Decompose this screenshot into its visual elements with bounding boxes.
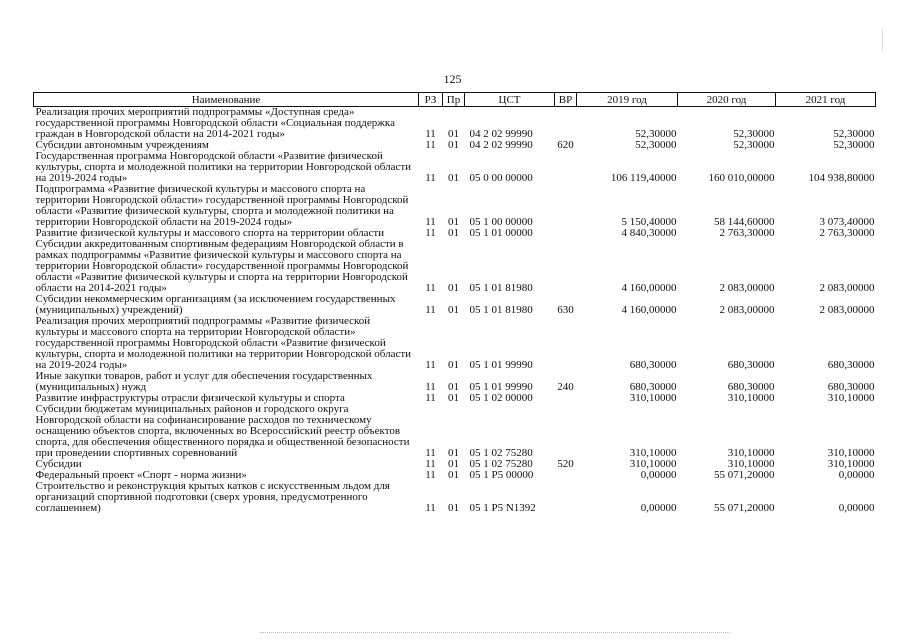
row-vr [555,184,577,228]
row-cst: 05 1 01 00000 [469,227,533,239]
row-2020: 2 083,00000 [719,304,775,316]
table-body [34,107,876,515]
row-2021: 2 083,00000 [819,282,875,294]
table-row [34,404,876,459]
row-2019: 0,00000 [640,469,677,481]
row-rz: 11 [425,359,436,371]
row-2019: 4 160,00000 [621,304,677,316]
table-row [34,316,876,371]
row-pr: 01 [448,216,459,228]
row-pr: 01 [448,502,459,514]
row-vr: 620 [557,139,574,151]
row-rz: 11 [425,139,436,151]
row-2020: 55 071,20000 [714,502,775,514]
row-cst: 05 1 02 00000 [469,392,533,404]
row-rz: 11 [425,392,436,404]
row-2019: 310,10000 [629,447,677,459]
header-cst: ЦСТ [465,93,555,107]
row-2020: 52,30000 [733,128,775,140]
row-rz: 11 [425,282,436,294]
row-cst: 05 1 01 81980 [469,282,533,294]
row-pr: 01 [448,381,459,393]
row-2021: 680,30000 [827,381,875,393]
row-pr: 01 [448,447,459,459]
table-row [34,239,876,294]
row-pr: 01 [448,128,459,140]
row-rz: 11 [425,469,436,481]
row-2021: 310,10000 [827,447,875,459]
row-rz: 11 [425,381,436,393]
scan-artifact-line [260,632,730,634]
row-rz: 11 [425,458,436,470]
row-vr [555,151,577,184]
row-2021: 3 073,40000 [819,216,875,228]
row-rz: 11 [425,447,436,459]
row-2021: 2 763,30000 [819,227,875,239]
row-name: Государственная программа Новгородской области «Развитие физической культуры, спорта и молодежной политики на территории Новгородской области на 2019-2024 годы» [35,150,412,184]
row-name: Реализация прочих мероприятий подпрограммы «Доступная среда» государственной программы Новгородской области «Социальная поддержка граждан в Новгородской области на 2014-2021 годы» [35,106,395,140]
row-name: Субсидии аккредитованным спортивным федерациям Новгородской области в рамках подпрограммы «Развитие физической культуры и массового спорта на территории Новгородской области» государственной программы Новгородской области «Развитие физической культуры и спорта на территории Новгородской области на 2014-2021 годы» [35,238,409,294]
row-cst: 05 1 02 75280 [469,458,533,470]
row-2021: 310,10000 [827,458,875,470]
row-name: Субсидии некоммерческим организациям (за исключением государственных (муниципальных) учреждений) [35,293,396,316]
row-vr [555,481,577,514]
row-2021: 2 083,00000 [819,304,875,316]
scan-edge-mark [882,30,893,50]
row-rz: 11 [425,216,436,228]
row-2021: 104 938,80000 [808,172,875,184]
row-2019: 310,10000 [629,458,677,470]
row-rz: 11 [425,304,436,316]
row-pr: 01 [448,458,459,470]
header-pr: Пр [443,93,465,107]
row-2020: 680,30000 [727,359,775,371]
row-2021: 680,30000 [827,359,875,371]
row-cst: 04 2 02 99990 [469,128,533,140]
header-name: Наименование [34,93,419,107]
row-rz: 11 [425,172,436,184]
row-name: Реализация прочих мероприятий подпрограммы «Развитие физической культуры и массового спорта на территории Новгородской области» государственной программы Новгородской области «Развитие физической культуры, спорта и молодежной политики на территории Новгородской области на 2019-2024 годы» [35,315,412,371]
table-header [34,93,876,107]
table-row [34,107,876,141]
row-2019: 680,30000 [629,359,677,371]
header-2020: 2020 год [678,93,776,107]
table-row [34,371,876,393]
row-pr: 01 [448,139,459,151]
header-vr: ВР [555,93,577,107]
row-vr [555,239,577,294]
row-2019: 106 119,40000 [610,172,677,184]
row-2020: 2 083,00000 [719,282,775,294]
row-rz: 11 [425,227,436,239]
page-number: 125 [443,72,462,86]
row-2020: 160 010,00000 [708,172,775,184]
header-rz: РЗ [419,93,443,107]
row-2020: 310,10000 [727,392,775,404]
row-vr [555,470,577,481]
row-vr [555,228,577,239]
table-row [34,294,876,316]
row-2020: 310,10000 [727,458,775,470]
row-name: Субсидии [35,458,82,470]
row-2019: 0,00000 [640,502,677,514]
row-2019: 52,30000 [635,128,677,140]
row-2020: 52,30000 [733,139,775,151]
row-cst: 05 0 00 00000 [469,172,533,184]
row-name: Субсидии бюджетам муниципальных районов и городского округа Новгородской области на софинансирование расходов по техническому оснащению объектов спорта, включенных во Всероссийский реестр объектов спорта, для обеспечения общественного порядка и общественной безопасности при проведении спортивных соревнований [35,403,410,459]
row-cst: 05 1 01 81980 [469,304,533,316]
row-name: Федеральный проект «Спорт - норма жизни» [35,469,247,481]
row-pr: 01 [448,359,459,371]
row-vr: 240 [557,381,574,393]
row-pr: 01 [448,172,459,184]
row-name: Субсидии автономным учреждениям [35,139,209,151]
row-vr: 630 [557,304,574,316]
row-2019: 680,30000 [629,381,677,393]
row-cst: 05 1 00 00000 [469,216,533,228]
row-2020: 680,30000 [727,381,775,393]
row-2019: 4 160,00000 [621,282,677,294]
row-name: Иные закупки товаров, работ и услуг для обеспечения государственных (муниципальных) нужд [35,370,373,393]
row-pr: 01 [448,392,459,404]
row-pr: 01 [448,304,459,316]
row-pr: 01 [448,227,459,239]
row-2020: 55 071,20000 [714,469,775,481]
row-2019: 52,30000 [635,139,677,151]
table-row [34,151,876,184]
row-2021: 52,30000 [833,128,875,140]
row-2020: 58 144,60000 [714,216,775,228]
row-name: Развитие инфраструктуры отрасли физической культуры и спорта [35,392,345,404]
row-2020: 310,10000 [727,447,775,459]
row-name: Развитие физической культуры и массового спорта на территории области [35,227,385,239]
budget-table [33,92,876,514]
row-2019: 5 150,40000 [621,216,677,228]
row-2021: 0,00000 [838,502,875,514]
row-pr: 01 [448,469,459,481]
row-2021: 52,30000 [833,139,875,151]
header-2019: 2019 год [577,93,678,107]
row-cst: 05 1 02 75280 [469,447,533,459]
row-rz: 11 [425,128,436,140]
row-pr: 01 [448,282,459,294]
row-2021: 310,10000 [827,392,875,404]
row-cst: 05 1 P5 N1392 [469,502,536,514]
row-name: Подпрограмма «Развитие физической культуры и массового спорта на территории Новгородской области» государственной программы Новгородской области «Развитие физической культуры, спорта и молодежной политики на территории Новгородской области на 2019-2024 годы» [35,183,409,228]
table-row [34,481,876,514]
row-cst: 05 1 01 99990 [469,381,533,393]
row-2021: 0,00000 [838,469,875,481]
row-vr [555,393,577,404]
row-name: Строительство и реконструкция крытых катков с искусственным льдом для организаций спортивной подготовки (сверх уровня, предусмотренного соглашением) [35,480,390,514]
row-vr: 520 [557,458,574,470]
table-row [34,184,876,228]
row-2020: 2 763,30000 [719,227,775,239]
row-2019: 310,10000 [629,392,677,404]
row-2019: 4 840,30000 [621,227,677,239]
row-cst: 04 2 02 99990 [469,139,533,151]
header-2021: 2021 год [776,93,876,107]
row-cst: 05 1 P5 00000 [469,469,534,481]
row-vr [555,404,577,459]
row-rz: 11 [425,502,436,514]
row-vr [555,107,577,141]
row-vr [555,316,577,371]
row-cst: 05 1 01 99990 [469,359,533,371]
